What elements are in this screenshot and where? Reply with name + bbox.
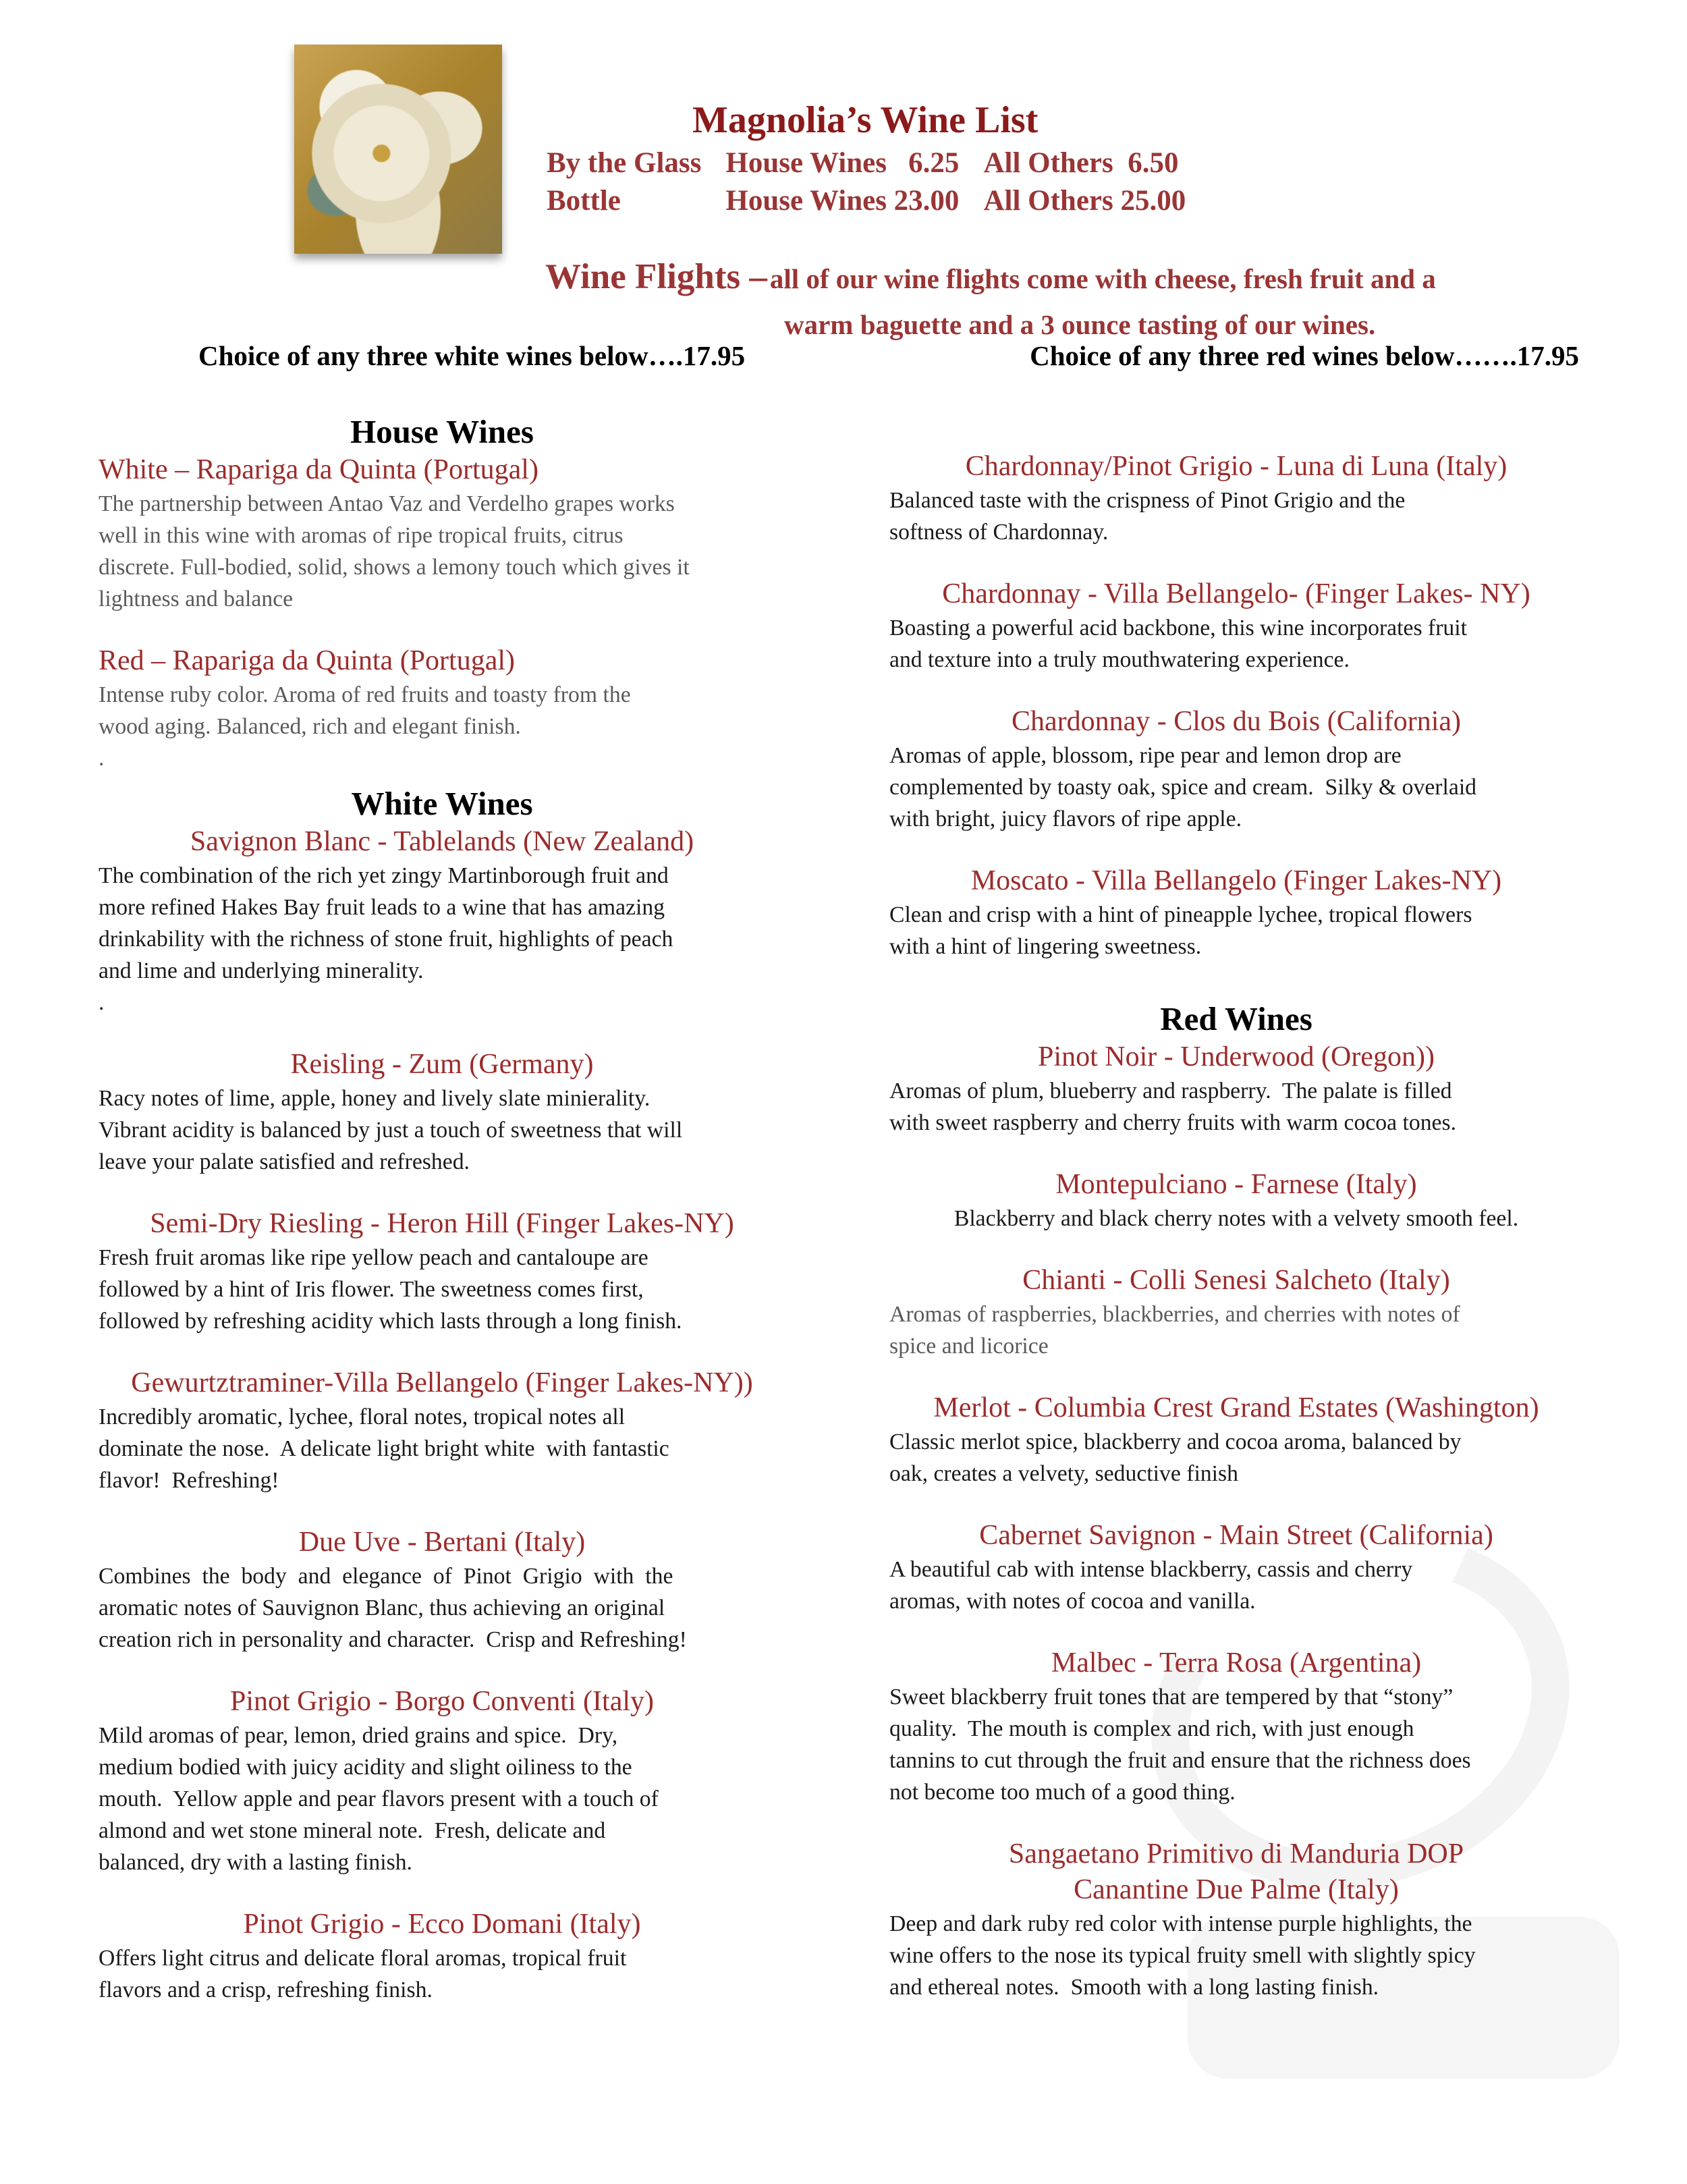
wine-description-line: with a hint of lingering sweetness. bbox=[889, 934, 1202, 959]
magnolia-image bbox=[294, 45, 502, 254]
bottle-house-price: House Wines 23.00 bbox=[725, 185, 960, 217]
wine-description-line: discrete. Full-bodied, solid, shows a lemony touch which gives it bbox=[99, 555, 690, 580]
wine-description-line: more refined Hakes Bay fruit leads to a wine that has amazing bbox=[99, 895, 665, 920]
white-wines-heading: White Wines bbox=[351, 785, 533, 822]
bottle-others-price: All Others 25.00 bbox=[983, 185, 1186, 217]
wine-description-line: tannins to cut through the fruit and ensure that the richness does bbox=[889, 1748, 1471, 1773]
wine-description-line: mouth. Yellow apple and pear flavors present with a touch of bbox=[99, 1786, 659, 1811]
wine-description-line: A beautiful cab with intense blackberry, cassis and cherry bbox=[889, 1557, 1413, 1582]
wine-item bbox=[889, 704, 1583, 835]
wine-item bbox=[889, 1390, 1583, 1490]
wine-description-line: Offers light citrus and delicate floral aromas, tropical fruit bbox=[99, 1946, 627, 1971]
wine-description-line: with sweet raspberry and cherry fruits with warm cocoa tones. bbox=[889, 1110, 1457, 1135]
wine-description-line: complemented by toasty oak, spice and cream. Silky & overlaid bbox=[889, 775, 1477, 800]
bottle-label: Bottle bbox=[547, 185, 621, 217]
wine-item bbox=[889, 1167, 1583, 1234]
wine-title: Semi-Dry Riesling - Heron Hill (Finger Lakes-NY) bbox=[150, 1208, 734, 1239]
wine-item bbox=[99, 1907, 785, 2006]
wine-item bbox=[889, 1263, 1583, 1362]
wine-flights-desc-1: all of our wine flights come with cheese, fresh fruit and a bbox=[769, 263, 1436, 294]
wine-item bbox=[99, 643, 785, 774]
glass-label: By the Glass bbox=[547, 147, 702, 179]
wine-description-line: Vibrant acidity is balanced by just a touch of sweetness that will bbox=[99, 1118, 683, 1143]
wine-description-line: and texture into a truly mouthwatering experience. bbox=[889, 647, 1350, 672]
wine-description-line: aromas, with notes of cocoa and vanilla. bbox=[889, 1589, 1256, 1614]
wine-item bbox=[889, 449, 1583, 548]
choice-white-flight: Choice of any three white wines below….17.95 bbox=[198, 340, 746, 371]
wine-description-line: The combination of the rich yet zingy Martinborough fruit and bbox=[99, 863, 669, 888]
wine-description-line: spice and licorice bbox=[889, 1334, 1049, 1359]
wine-item bbox=[99, 824, 785, 1018]
wine-flights-label: Wine Flights – bbox=[545, 257, 767, 296]
wine-title: Montepulciano - Farnese (Italy) bbox=[1055, 1169, 1417, 1200]
wine-description-line: Deep and dark ruby red color with intense purple highlights, the bbox=[889, 1911, 1472, 1936]
wine-title: Gewurtztraminer-Villa Bellangelo (Finger Lakes-NY)) bbox=[131, 1367, 753, 1398]
wine-title: Moscato - Villa Bellangelo (Finger Lakes-NY) bbox=[970, 865, 1502, 896]
wine-description-line: well in this wine with aromas of ripe tropical fruits, citrus bbox=[99, 523, 624, 548]
flight-choices bbox=[198, 337, 1579, 374]
wine-title: Pinot Grigio - Ecco Domani (Italy) bbox=[243, 1909, 641, 1940]
wine-item bbox=[889, 1645, 1583, 1808]
wine-description-line: lightness and balance bbox=[99, 586, 294, 611]
wine-description-line: drinkability with the richness of stone fruit, highlights of peach bbox=[99, 927, 673, 952]
wine-description-line: The partnership between Antao Vaz and Verdelho grapes works bbox=[99, 491, 675, 516]
red-wines-heading: Red Wines bbox=[1160, 1000, 1312, 1037]
wine-title: Savignon Blanc - Tablelands (New Zealand) bbox=[190, 826, 694, 857]
wine-title: Malbec - Terra Rosa (Argentina) bbox=[1051, 1647, 1422, 1678]
glass-others-price: All Others 6.50 bbox=[983, 147, 1179, 179]
red-wines-list bbox=[889, 1039, 1583, 2003]
wine-description-line: Aromas of apple, blossom, ripe pear and lemon drop are bbox=[889, 743, 1402, 768]
wine-title: Chardonnay - Villa Bellangelo- (Finger Lakes- NY) bbox=[942, 578, 1530, 609]
wine-description-line: Racy notes of lime, apple, honey and lively slate minierality. bbox=[99, 1086, 651, 1111]
glass-house-price: House Wines 6.25 bbox=[725, 147, 960, 179]
wine-description-line: dominate the nose. A delicate light bright white with fantastic bbox=[99, 1436, 669, 1461]
wine-item bbox=[99, 452, 785, 615]
wine-title: Red – Rapariga da Quinta (Portugal) bbox=[99, 645, 515, 676]
wine-item bbox=[99, 1047, 785, 1178]
wine-description-line: followed by a hint of Iris flower. The sweetness comes first, bbox=[99, 1277, 644, 1302]
wine-description-line: Aromas of plum, blueberry and raspberry. The palate is filled bbox=[889, 1079, 1452, 1103]
wine-title: Cabernet Savignon - Main Street (California) bbox=[979, 1520, 1493, 1551]
wine-description-line: . bbox=[99, 746, 105, 771]
wine-title: Chianti - Colli Senesi Salcheto (Italy) bbox=[1022, 1265, 1450, 1296]
white-wines-list-continued bbox=[889, 449, 1583, 962]
wine-description-line: aromatic notes of Sauvignon Blanc, thus achieving an original bbox=[99, 1595, 665, 1620]
wine-description-line: and lime and underlying minerality. bbox=[99, 958, 424, 983]
wine-description-line: flavor! Refreshing! bbox=[99, 1468, 279, 1493]
wine-item bbox=[889, 1518, 1583, 1617]
wine-description-line: wood aging. Balanced, rich and elegant finish. bbox=[99, 714, 521, 739]
wine-description-line: leave your palate satisfied and refreshed. bbox=[99, 1149, 470, 1174]
wine-description-line: not become too much of a good thing. bbox=[889, 1780, 1236, 1805]
wine-description-line: oak, creates a velvety, seductive finish bbox=[889, 1461, 1238, 1486]
right-column bbox=[889, 449, 1583, 2003]
wine-item bbox=[889, 1836, 1583, 2003]
wine-flights bbox=[545, 256, 1584, 344]
wine-title: Pinot Noir - Underwood (Oregon)) bbox=[1038, 1041, 1435, 1072]
wine-item bbox=[99, 1206, 785, 1337]
wine-title: Due Uve - Bertani (Italy) bbox=[298, 1527, 586, 1558]
house-wines-list bbox=[99, 452, 785, 774]
wine-description-line: softness of Chardonnay. bbox=[889, 520, 1109, 545]
wine-description-line: creation rich in personality and character. Crisp and Refreshing! bbox=[99, 1627, 687, 1652]
wine-description-line: Blackberry and black cherry notes with a velvety smooth feel. bbox=[953, 1206, 1519, 1231]
wine-title: Chardonnay - Clos du Bois (California) bbox=[1011, 706, 1462, 737]
wine-item bbox=[99, 1365, 785, 1496]
white-wines-list bbox=[99, 824, 785, 2006]
wine-description-line: Combines the body and elegance of Pinot Grigio with the bbox=[99, 1564, 673, 1589]
wine-description-line: Fresh fruit aromas like ripe yellow peach and cantaloupe are bbox=[99, 1245, 648, 1270]
wine-item bbox=[889, 576, 1583, 676]
wine-flights-desc-2: warm baguette and a 3 ounce tasting of our wines. bbox=[784, 309, 1376, 340]
wine-description-line: Incredibly aromatic, lychee, floral notes, tropical notes all bbox=[99, 1404, 626, 1429]
wine-description-line: and ethereal notes. Smooth with a long lasting finish. bbox=[889, 1975, 1379, 2000]
wine-description-line: with bright, juicy flavors of ripe apple. bbox=[889, 807, 1242, 831]
wine-title: Pinot Grigio - Borgo Conventi (Italy) bbox=[229, 1686, 654, 1717]
wine-item bbox=[889, 863, 1583, 962]
wine-description-line: almond and wet stone mineral note. Fresh, delicate and bbox=[99, 1818, 606, 1843]
wine-description-line: quality. The mouth is complex and rich, with just enough bbox=[889, 1716, 1414, 1741]
left-column bbox=[99, 412, 785, 2006]
wine-description-line: Mild aromas of pear, lemon, dried grains and spice. Dry, bbox=[99, 1723, 618, 1748]
wine-title: Reisling - Zum (Germany) bbox=[290, 1049, 594, 1080]
wine-title: Chardonnay/Pinot Grigio - Luna di Luna (Italy) bbox=[965, 451, 1508, 482]
wine-description-line: Clean and crisp with a hint of pineapple lychee, tropical flowers bbox=[889, 902, 1472, 927]
wine-description-line: Boasting a powerful acid backbone, this wine incorporates fruit bbox=[889, 616, 1467, 640]
wine-title: White – Rapariga da Quinta (Portugal) bbox=[99, 454, 538, 485]
wine-description-line: balanced, dry with a lasting finish. bbox=[99, 1850, 412, 1875]
wine-description-line: Classic merlot spice, blackberry and cocoa aroma, balanced by bbox=[889, 1429, 1462, 1454]
wine-description-line: followed by refreshing acidity which lasts through a long finish. bbox=[99, 1309, 682, 1334]
wine-description-line: medium bodied with juicy acidity and slight oiliness to the bbox=[99, 1755, 632, 1780]
house-wines-heading: House Wines bbox=[350, 413, 534, 450]
wine-description-line: flavors and a crisp, refreshing finish. bbox=[99, 1977, 433, 2002]
wine-description-line: Balanced taste with the crispness of Pinot Grigio and the bbox=[889, 488, 1406, 513]
page-title: Magnolia’s Wine List bbox=[692, 99, 1039, 141]
wine-description-line: Intense ruby color. Aroma of red fruits and toasty from the bbox=[99, 682, 631, 707]
wine-description-line: Aromas of raspberries, blackberries, and cherries with notes of bbox=[889, 1302, 1460, 1327]
wine-description-line: Sweet blackberry fruit tones that are tempered by that “stony” bbox=[889, 1685, 1454, 1710]
choice-red-flight: Choice of any three red wines below…….17.95 bbox=[1030, 340, 1579, 371]
price-table bbox=[547, 146, 1186, 219]
wine-description-line: . bbox=[99, 990, 105, 1015]
wine-title: Merlot - Columbia Crest Grand Estates (Washington) bbox=[933, 1392, 1539, 1423]
wine-item bbox=[99, 1684, 785, 1878]
wine-item bbox=[889, 1039, 1583, 1139]
wine-title: Sangaetano Primitivo di Manduria DOP bbox=[1008, 1838, 1464, 1869]
wine-title-line-2: Canantine Due Palme (Italy) bbox=[1074, 1874, 1399, 1905]
wine-description-line: wine offers to the nose its typical fruity smell with slightly spicy bbox=[889, 1943, 1476, 1968]
wine-item bbox=[99, 1525, 785, 1656]
